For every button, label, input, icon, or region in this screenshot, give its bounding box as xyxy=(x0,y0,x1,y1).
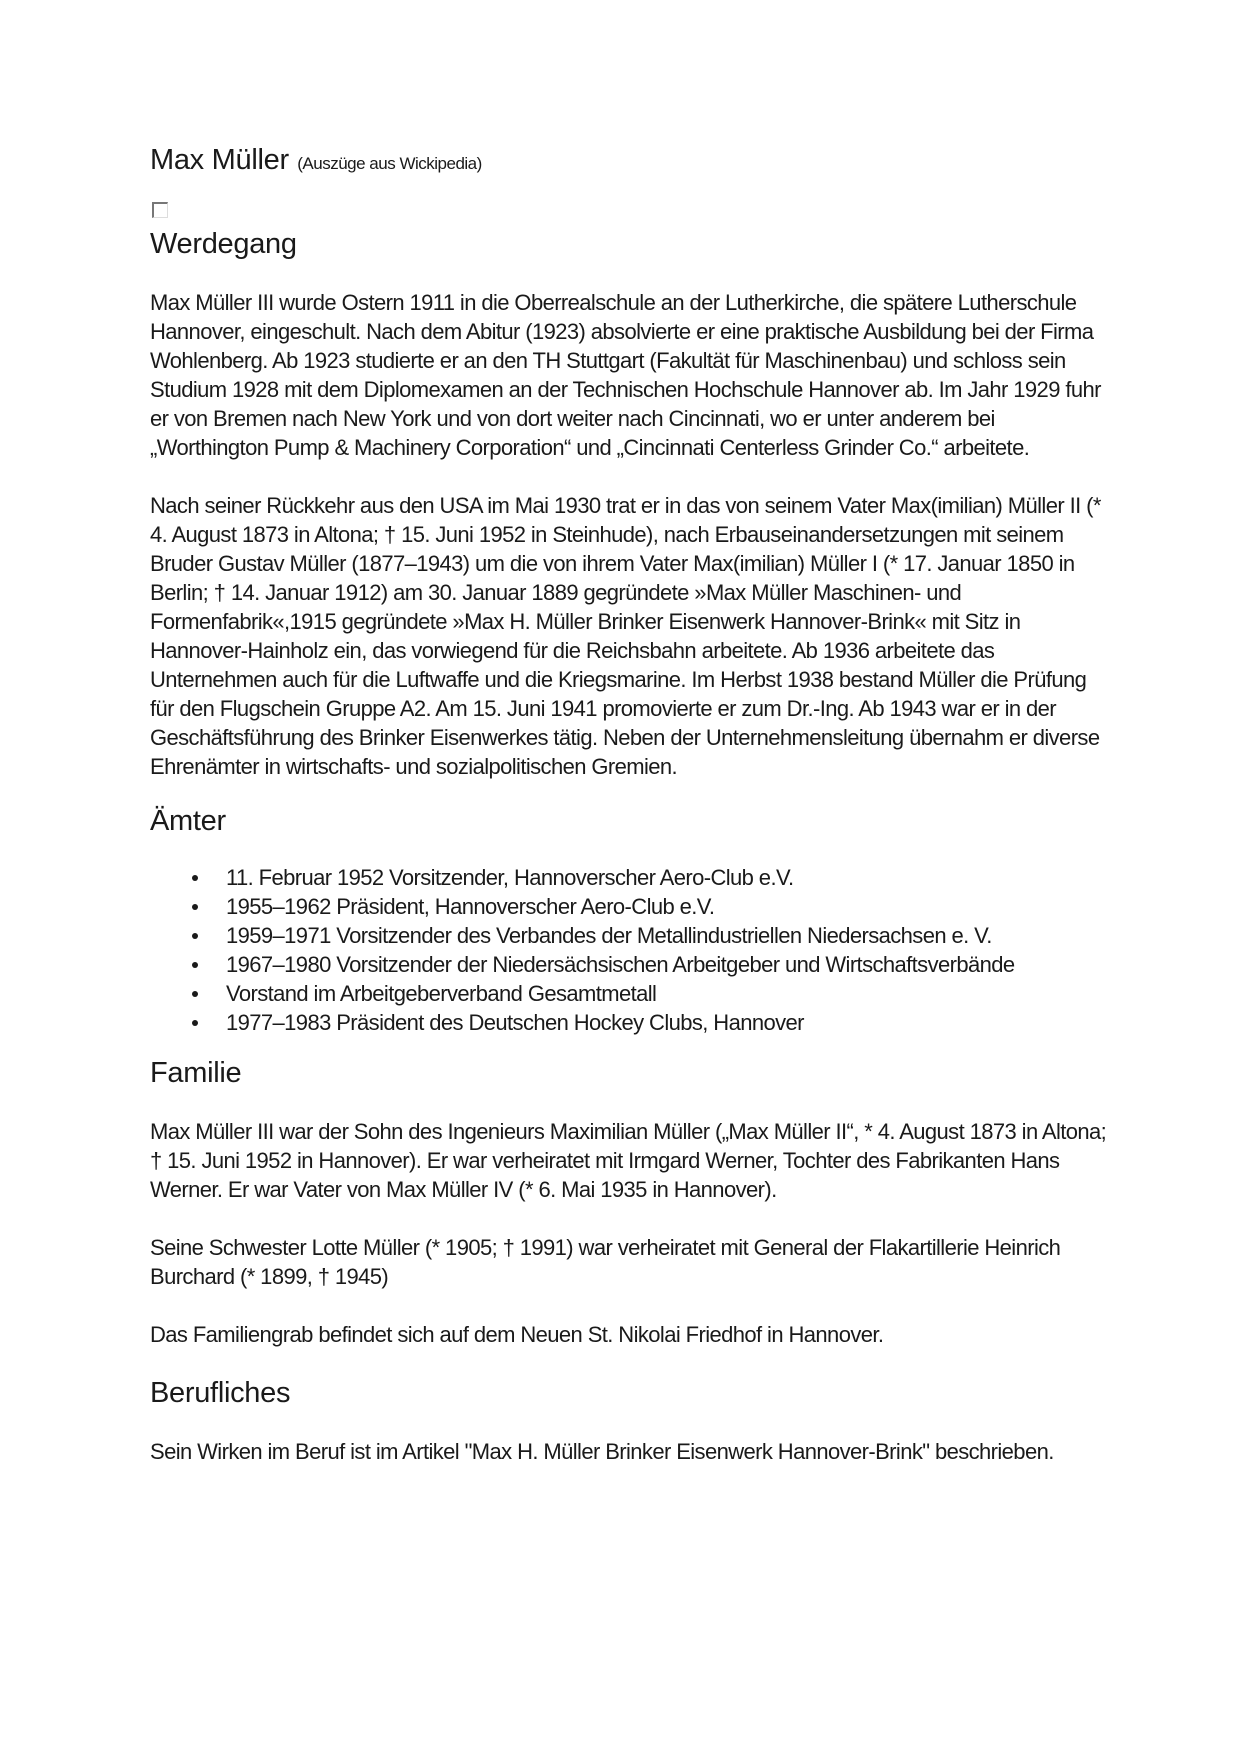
page-subtitle: (Auszüge aus Wickipedia) xyxy=(297,154,482,173)
document-title xyxy=(150,140,1110,180)
familie-paragraph-1: Max Müller III war der Sohn des Ingenieurs Maximilian Müller („Max Müller II“, * 4. August 1873 in Altona; † 15. Juni 1952 in Hannover). Er war verheiratet mit Irmgard Werner, Tochter des Fabrikanten Hans Werner. Er war Vater von Max Müller IV (* 6. Mai 1935 in Hannover). xyxy=(150,1119,1107,1202)
werdegang-paragraph-1: Max Müller III wurde Ostern 1911 in die Oberrealschule an der Lutherkirche, die spätere Lutherschule Hannover, eingeschult. Nach dem Abitur (1923) absolvierte er eine praktische Ausbildung bei der Firma Wohlenberg. Ab 1923 studierte er an den TH Stuttgart (Fakultät für Maschinenbau) und schloss sein Studium 1928 mit dem Diplomexamen an der Technischen Hochschule Hannover ab. Im Jahr 1929 fuhr er von Bremen nach New York und von dort weiter nach Cincinnati, wo er unter anderem bei „Worthington Pump & Machinery Corporation“ und „Cincinnati Centerless Grinder Co.“ arbeitete. xyxy=(150,290,1101,460)
berufliches-paragraph: Sein Wirken im Beruf ist im Artikel "Max H. Müller Brinker Eisenwerk Hannover-Brink" beschrieben. xyxy=(150,1439,1054,1464)
list-item: 1977–1983 Präsident des Deutschen Hockey Clubs, Hannover xyxy=(226,1008,1110,1037)
list-item: 1955–1962 Präsident, Hannoverscher Aero-Club e.V. xyxy=(226,892,1110,921)
heading-berufliches: Berufliches xyxy=(150,1377,291,1409)
list-item: 11. Februar 1952 Vorsitzender, Hannoverscher Aero-Club e.V. xyxy=(226,863,1110,892)
heading-werdegang: Werdegang xyxy=(150,228,297,260)
list-item: 1967–1980 Vorsitzender der Niedersächsischen Arbeitgeber und Wirtschaftsverbände xyxy=(226,950,1110,979)
familie-paragraph-2: Seine Schwester Lotte Müller (* 1905; † 1991) war verheiratet mit General der Flakartillerie Heinrich Burchard (* 1899, † 1945) xyxy=(150,1235,1061,1289)
familie-paragraph-3: Das Familiengrab befindet sich auf dem Neuen St. Nikolai Friedhof in Hannover. xyxy=(150,1322,884,1347)
heading-aemter: Ämter xyxy=(150,805,226,837)
document-page xyxy=(150,140,1110,1466)
list-item: Vorstand im Arbeitgeberverband Gesamtmetall xyxy=(226,979,1110,1008)
aemter-list xyxy=(150,863,1110,1037)
page-title: Max Müller xyxy=(150,144,289,176)
image-placeholder-icon xyxy=(152,202,168,218)
heading-familie: Familie xyxy=(150,1057,242,1089)
werdegang-paragraph-2: Nach seiner Rückkehr aus den USA im Mai 1930 trat er in das von seinem Vater Max(imilian) Müller II (* 4. August 1873 in Altona; † 15. Juni 1952 in Steinhude), nach Erbauseinandersetzungen mit seinem Bruder Gustav Müller (1877–1943) um die von ihrem Vater Max(imilian) Müller I (* 17. Januar 1850 in Berlin; † 14. Januar 1912) am 30. Januar 1889 gegründete »Max Müller Maschinen- und Formenfabrik«,1915 gegründete »Max H. Müller Brinker Eisenwerk Hannover-Brink« mit Sitz in Hannover-Hainholz ein, das vorwiegend für die Reichsbahn arbeitete. Ab 1936 arbeitete das Unternehmen auch für die Luftwaffe und die Kriegsmarine. Im Herbst 1938 bestand Müller die Prüfung für den Flugschein Gruppe A2. Am 15. Juni 1941 promovierte er zum Dr.-Ing. Ab 1943 war er in der Geschäftsführung des Brinker Eisenwerkes tätig. Neben der Unternehmensleitung übernahm er diverse Ehrenämter in wirtschafts- und sozialpolitischen Gremien. xyxy=(150,493,1101,779)
list-item: 1959–1971 Vorsitzender des Verbandes der Metallindustriellen Niedersachsen e. V. xyxy=(226,921,1110,950)
